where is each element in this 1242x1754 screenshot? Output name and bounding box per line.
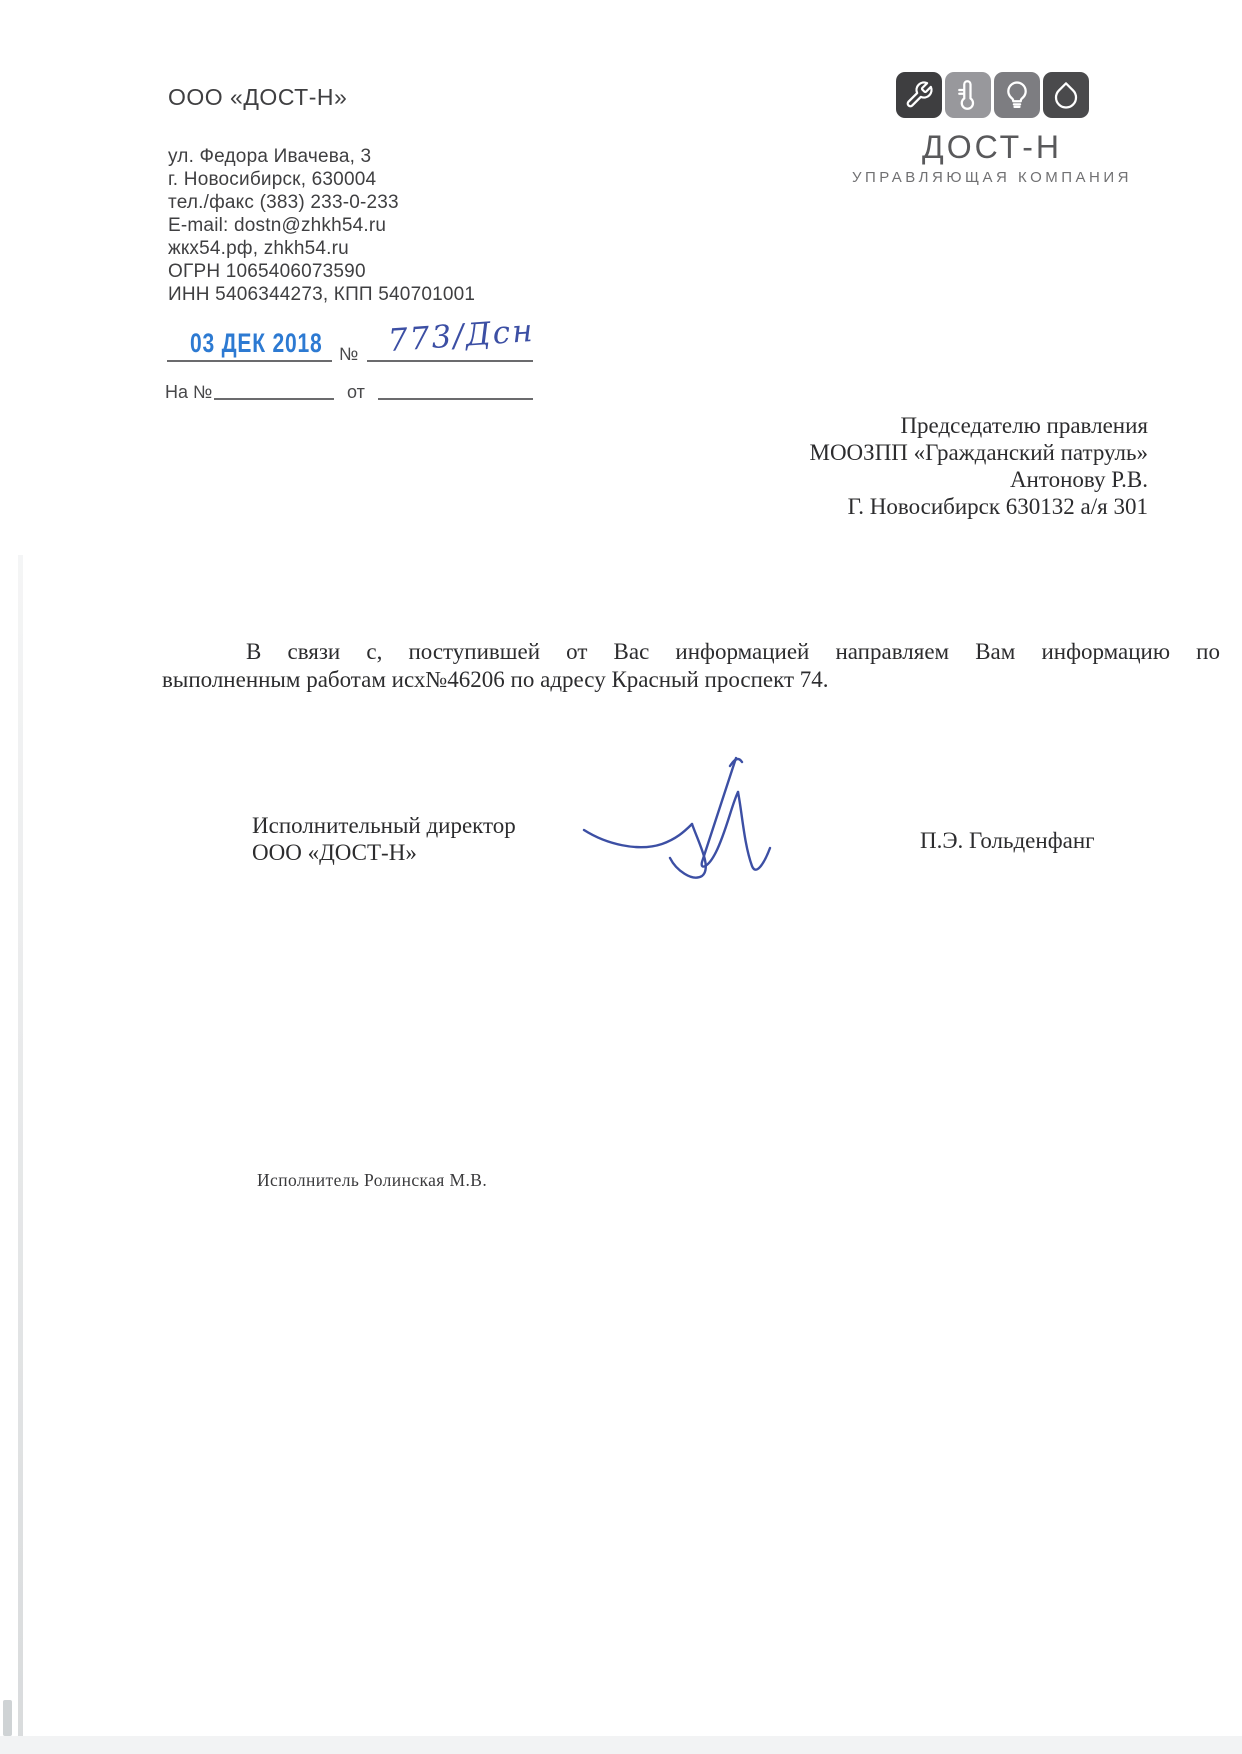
sender-phone: тел./факс (383) 233-0-233 (168, 192, 399, 213)
scan-edge-shadow-left (18, 555, 23, 1754)
handwritten-signature (580, 752, 775, 892)
company-logo (846, 72, 1138, 186)
letter-body (162, 638, 1220, 694)
scan-edge-shadow-bottom (0, 1736, 1242, 1754)
thermometer-icon (945, 72, 991, 118)
sender-ogrn: ОГРН 1065406073590 (168, 261, 366, 282)
reply-from-label: от (347, 382, 365, 402)
logo-title: ДОСТ-Н (922, 129, 1062, 165)
logo-icon-row (846, 72, 1138, 118)
signer-position-line1: Исполнительный директор (252, 813, 516, 838)
body-line-2: выполненным работам исх№46206 по адресу Красный проспект 74. (162, 667, 829, 692)
sender-city: г. Новосибирск, 630004 (168, 169, 377, 190)
sender-websites: жкх54.рф, zhkh54.ru (168, 238, 349, 259)
sender-block (168, 84, 475, 306)
sender-company-name: ООО «ДОСТ-Н» (168, 84, 348, 110)
number-underline (367, 360, 533, 362)
reply-number-blank-line (214, 398, 334, 400)
recipient-name: Антонову Р.В. (1009, 467, 1148, 492)
signer-position-line2: ООО «ДОСТ-Н» (252, 840, 417, 865)
scan-mark-bottom-left (3, 1700, 12, 1736)
body-line-1: В связи с, поступившей от Вас информацией направляем Вам информацию по (246, 639, 1220, 664)
date-stamp: 03 ДЕК 2018 (190, 328, 323, 358)
sender-inn-kpp: ИНН 5406344273, КПП 540701001 (168, 284, 476, 305)
lightbulb-icon (994, 72, 1040, 118)
recipient-organization: МООЗПП «Гражданский патруль» (809, 440, 1148, 465)
recipient-block (810, 412, 1149, 520)
recipient-position: Председателю правления (900, 413, 1148, 438)
signer-name: П.Э. Гольденфанг (920, 828, 1095, 853)
sender-street: ул. Федора Ивачева, 3 (168, 146, 372, 167)
number-label: № (339, 344, 359, 364)
signer-position-block (252, 812, 516, 866)
reply-date-blank-line (378, 398, 533, 400)
sender-email: E-mail: dostn@zhkh54.ru (168, 215, 387, 236)
recipient-address: Г. Новосибирск 630132 а/я 301 (847, 494, 1148, 519)
date-underline (167, 360, 332, 362)
sender-address-block (168, 145, 475, 306)
reply-to-label: На № (165, 382, 213, 402)
handwritten-outgoing-number: 773/Дсн (386, 312, 536, 360)
executor-line: Исполнитель Ролинская М.В. (257, 1170, 488, 1190)
water-drop-icon (1043, 72, 1089, 118)
wrench-icon (896, 72, 942, 118)
logo-subtitle: УПРАВЛЯЮЩАЯ КОМПАНИЯ (851, 169, 1132, 186)
